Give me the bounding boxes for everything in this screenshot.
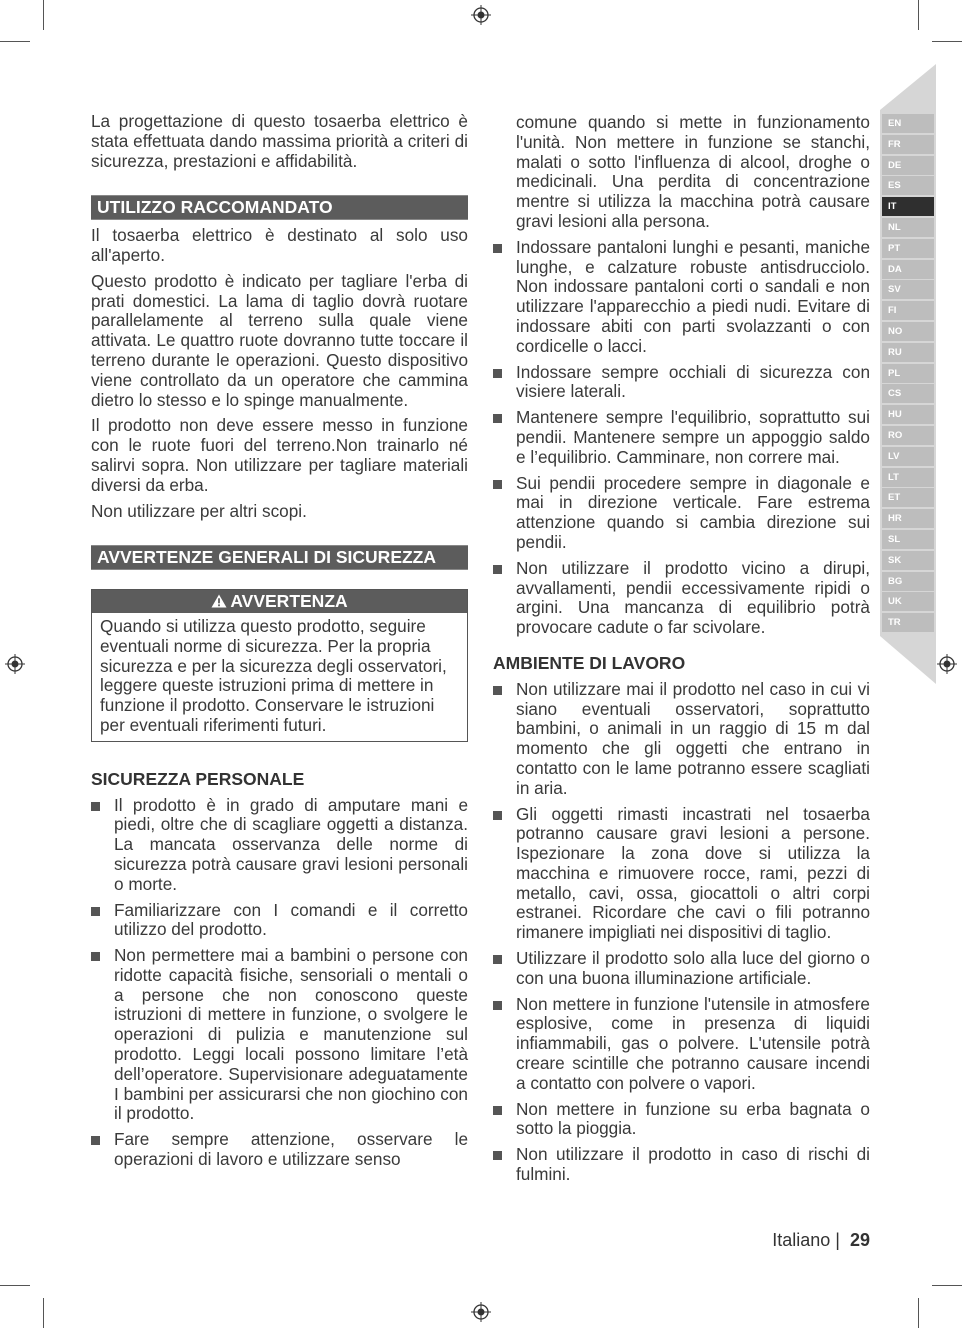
- language-tab-hr[interactable]: HR: [882, 509, 934, 528]
- work-area-list: [493, 680, 870, 1185]
- bullet-icon: [493, 369, 502, 378]
- left-column: [91, 112, 468, 1176]
- subheading-work-area: AMBIENTE DI LAVORO: [493, 652, 686, 673]
- crop-mark: [932, 1285, 962, 1286]
- language-tab-sl[interactable]: SL: [882, 530, 934, 549]
- bullet-icon: [493, 1151, 502, 1160]
- list-item: Non mettere in funzione su erba bagnata o sotto la pioggia.: [493, 1100, 870, 1140]
- paragraph: Il tosaerba elettrico è destinato al solo uso all'aperto.: [91, 225, 468, 265]
- bullet-icon: [91, 907, 100, 916]
- language-tab-en[interactable]: EN: [882, 114, 934, 133]
- subheading-personal-safety: SICUREZZA PERSONALE: [91, 768, 305, 789]
- list-item: Familiarizzare con I comandi e il corretto utilizzo del prodotto.: [91, 901, 468, 941]
- crop-mark: [0, 41, 30, 42]
- bullet-icon: [493, 480, 502, 489]
- language-tab-fi[interactable]: FI: [882, 301, 934, 320]
- registration-mark-icon: [5, 654, 25, 674]
- section-heading-recommended-use: UTILIZZO RACCOMANDATO: [91, 195, 468, 220]
- list-item: Non utilizzare mai il prodotto nel caso in cui vi siano eventuali osservatori, soprattutto bambini, o animali in un raggio di 15 m dal momento che gli oggetti che entrano in contatto con le lame potranno essere scagliati in aria.: [493, 680, 870, 799]
- bullet-icon: [91, 802, 100, 811]
- language-tab-da[interactable]: DA: [882, 260, 934, 279]
- registration-mark-icon: [937, 654, 957, 674]
- list-item: Non mettere in funzione l'utensile in atmosfere esplosive, come in presenza di liquidi infiammabili, gas o polvere. L'utensile potrà creare scintille che potranno causare incendi a contatto con polvere o vapori.: [493, 995, 870, 1094]
- paragraph: Il prodotto non deve essere messo in funzione con le ruote fuori del terreno.Non trainarlo né salirvi sopra. Non utilizzare per tagliare materiali diversi da erba.: [91, 415, 468, 495]
- warning-title: AVVERTENZA: [230, 591, 348, 612]
- bullet-icon: [493, 1106, 502, 1115]
- crop-mark: [0, 1285, 30, 1286]
- registration-mark-icon: [471, 5, 491, 25]
- continued-paragraph: comune quando si mette in funzionamento l'unità. Non mettere in funzione se stanchi, malati o sotto l'influenza di alcool, droghe o medicinali. Una perdita di concentrazione mentre si utilizza la macchina potrà causare gravi lesioni alla persona.: [516, 112, 870, 231]
- personal-safety-list-continued: [493, 238, 870, 638]
- language-tab-uk[interactable]: UK: [882, 592, 934, 611]
- warning-text: Quando si utilizza questo prodotto, seguire eventuali norme di sicurezza. Per la propria sicurezza e per la sicurezza degli osservatori, leggere queste istruzioni prima di mettere in funzione il prodotto. Conservare le istruzioni per eventuali riferimenti futuri.: [100, 615, 447, 735]
- bullet-icon: [493, 1001, 502, 1010]
- list-item: Sui pendii procedere sempre in diagonale e mai in direzione verticale. Fare estrema attenzione quando si cambia direzione sui pendii.: [493, 474, 870, 553]
- language-tab-nl[interactable]: NL: [882, 218, 934, 237]
- list-item: Non utilizzare il prodotto vicino a dirupi, avvallamenti, pendii eccessivamente ripidi o argini. Una mancanza di equilibrio potrà provocare cadute o far scivolare.: [493, 559, 870, 638]
- paragraph: Questo prodotto è indicato per tagliare l'erba di prati domestici. La lama di taglio dovrà ruotare parallelamente al terreno sulla quale viene attivata. Le quattro ruote dovranno tutte toccare il terreno durante le operazioni. Questo dispositivo viene controllato da un operatore che cammina dietro lo stesso e lo spinge manualmente.: [91, 270, 468, 410]
- right-column: [493, 113, 870, 1191]
- language-tab-de[interactable]: DE: [882, 156, 934, 175]
- warning-box: [91, 589, 468, 742]
- language-tab-pl[interactable]: PL: [882, 364, 934, 383]
- intro-paragraph: La progettazione di questo tosaerba elettrico è stata effettuata dando massima priorità a criteri di sicurezza, prestazioni e affidabilità.: [91, 111, 468, 171]
- language-tab-it[interactable]: IT: [882, 197, 934, 216]
- section-heading-general-safety: AVVERTENZE GENERALI DI SICUREZZA: [91, 545, 468, 570]
- list-item: Non permettere mai a bambini o persone con ridotte capacità fisiche, sensoriali o mentali o a persone che non conoscono queste istruzioni di mettere in funzione, o svolgere le operazioni di pulizia e manutenzione sul prodotto. Leggi locali possono limitare l’età dell’operatore. Supervisionare adeguatamente I bambini per assicurarsi che non giochino con il prodotto.: [91, 946, 468, 1124]
- registration-mark-icon: [471, 1302, 491, 1322]
- language-tab-cs[interactable]: CS: [882, 384, 934, 403]
- crop-mark: [918, 1298, 919, 1328]
- language-tab-bg[interactable]: BG: [882, 572, 934, 591]
- language-tab-sk[interactable]: SK: [882, 551, 934, 570]
- crop-mark: [918, 0, 919, 30]
- language-tab-lt[interactable]: LT: [882, 468, 934, 487]
- bullet-icon: [493, 686, 502, 695]
- paragraph: Non utilizzare per altri scopi.: [91, 500, 307, 521]
- bullet-icon: [493, 565, 502, 574]
- language-tab-hu[interactable]: HU: [882, 405, 934, 424]
- language-tab-pt[interactable]: PT: [882, 239, 934, 258]
- crop-mark: [43, 0, 44, 30]
- bullet-icon: [493, 955, 502, 964]
- page-number: 29: [849, 1230, 870, 1250]
- language-tabs: [882, 114, 934, 634]
- warning-triangle-icon: [211, 594, 227, 608]
- list-item: Mantenere sempre l'equilibrio, soprattutto sui pendii. Mantenere sempre un appoggio saldo e l’equilibrio. Camminare, non correre mai.: [493, 408, 870, 467]
- language-tab-sv[interactable]: SV: [882, 280, 934, 299]
- list-item: Utilizzare il prodotto solo alla luce del giorno o con una buona illuminazione artificiale.: [493, 949, 870, 989]
- language-tab-es[interactable]: ES: [882, 176, 934, 195]
- list-item: Non utilizzare il prodotto in caso di rischi di fulmini.: [493, 1145, 870, 1185]
- bullet-icon: [493, 811, 502, 820]
- footer-language: Italiano |: [772, 1230, 840, 1250]
- list-item: Gli oggetti rimasti incastrati nel tosaerba potranno causare gravi lesioni a persone. Ispezionare la zona dove si utilizza la macchina e rimuovere rocce, rami, pezzi di metallo, cavi, ossa, giocattoli o altri corpi estranei. Ricordare che cavi o fili potranno rimanere impigliati nei dispositivi di taglio.: [493, 805, 870, 944]
- language-tab-fr[interactable]: FR: [882, 135, 934, 154]
- crop-mark: [43, 1298, 44, 1328]
- language-tab-lv[interactable]: LV: [882, 447, 934, 466]
- list-item: Indossare pantaloni lunghi e pesanti, maniche lunghe, e calzature robuste antisdrucciolo. Non indossare pantaloni corti o sandali e non utilizzare l'apparecchio a piedi nudi. Evitare di indossare abiti con parti svolazzanti o con cordicelle o lacci.: [493, 238, 870, 357]
- language-tab-ru[interactable]: RU: [882, 343, 934, 362]
- language-tab-tr[interactable]: TR: [882, 613, 934, 632]
- warning-header: [92, 590, 467, 613]
- bullet-icon: [493, 414, 502, 423]
- personal-safety-list: [91, 796, 468, 1170]
- language-tab-et[interactable]: ET: [882, 488, 934, 507]
- list-item: Il prodotto è in grado di amputare mani e piedi, oltre che di scagliare oggetti a distanza. La mancata osservanza delle norme di sicurezza potrà causare gravi lesioni personali o morte.: [91, 796, 468, 895]
- list-item: Indossare sempre occhiali di sicurezza con visiere laterali.: [493, 363, 870, 403]
- bullet-icon: [91, 952, 100, 961]
- language-tab-ro[interactable]: RO: [882, 426, 934, 445]
- bullet-icon: [493, 244, 502, 253]
- language-tab-no[interactable]: NO: [882, 322, 934, 341]
- bullet-icon: [91, 1136, 100, 1145]
- page-footer: [772, 1230, 870, 1251]
- crop-mark: [932, 41, 962, 42]
- list-item: Fare sempre attenzione, osservare le operazioni di lavoro e utilizzare senso: [91, 1130, 468, 1170]
